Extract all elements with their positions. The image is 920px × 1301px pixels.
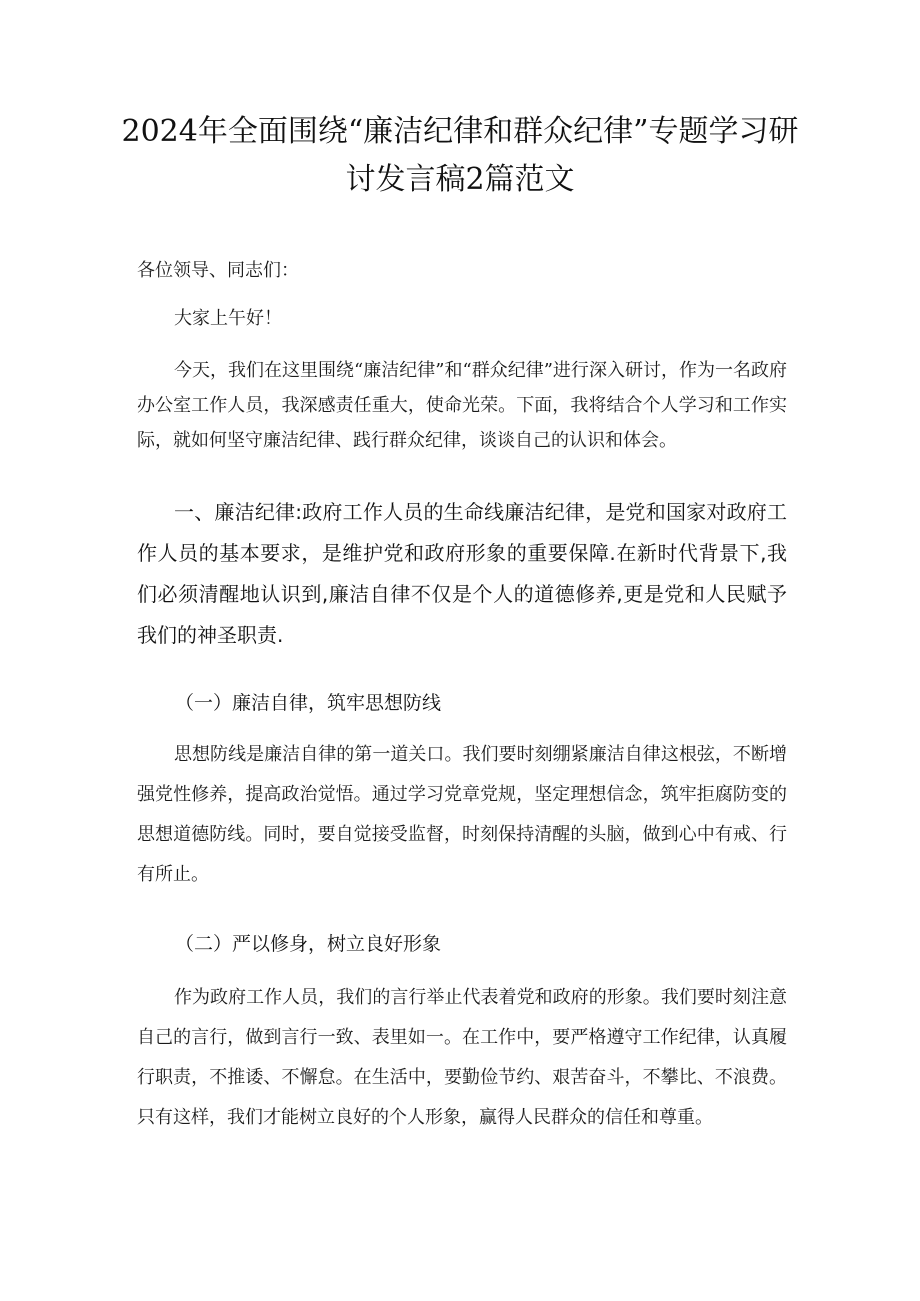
subsection-1-paragraph: 思想防线是廉洁自律的第一道关口。我们要时刻绷紧廉洁自律这根弦，不断增强党性修养，提高政治觉悟。通过学习党章党规，坚定理想信念，筑牢拒腐防变的思想道德防线。同时，要自觉接受监督，时刻保持清醒的头脑，做到心中有戒、行有所止。 <box>137 744 787 885</box>
document-title: 2024年全面围绕“廉洁纪律和群众纪律”专题学习研讨发言稿2篇范文 <box>121 114 799 197</box>
section-1-heading: 一、廉洁纪律:政府工作人员的生命线廉洁纪律，是党和国家对政府工作人员的基本要求，是维护党和政府形象的重要保障.在新时代背景下,我们必须清醒地认识到,廉洁自律不仅是个人的道德修养,更是党和人民赋予我们的神圣职责. <box>137 500 787 647</box>
greeting: 大家上午好！ <box>174 308 282 329</box>
subsection-2-heading: （二）严以修身，树立良好形象 <box>175 933 442 955</box>
intro-paragraph: 今天，我们在这里围绕“廉洁纪律”和“群众纪律”进行深入研讨，作为一名政府办公室工作人员，我深感责任重大，使命光荣。下面，我将结合个人学习和工作实际，就如何坚守廉洁纪律、践行群众纪律，谈谈自己的认识和体会。 <box>137 360 787 451</box>
salutation: 各位领导、同志们： <box>137 260 299 281</box>
subsection-1-heading: （一）廉洁自律，筑牢思想防线 <box>175 692 442 714</box>
subsection-2-paragraph: 作为政府工作人员，我们的言行举止代表着党和政府的形象。我们要时刻注意自己的言行，做到言行一致、表里如一。在工作中，要严格遵守工作纪律，认真履行职责，不推诿、不懈怠。在生活中，要勤俭节约、艰苦奋斗，不攀比、不浪费。只有这样，我们才能树立良好的个人形象，赢得人民群众的信任和尊重。 <box>137 987 787 1128</box>
